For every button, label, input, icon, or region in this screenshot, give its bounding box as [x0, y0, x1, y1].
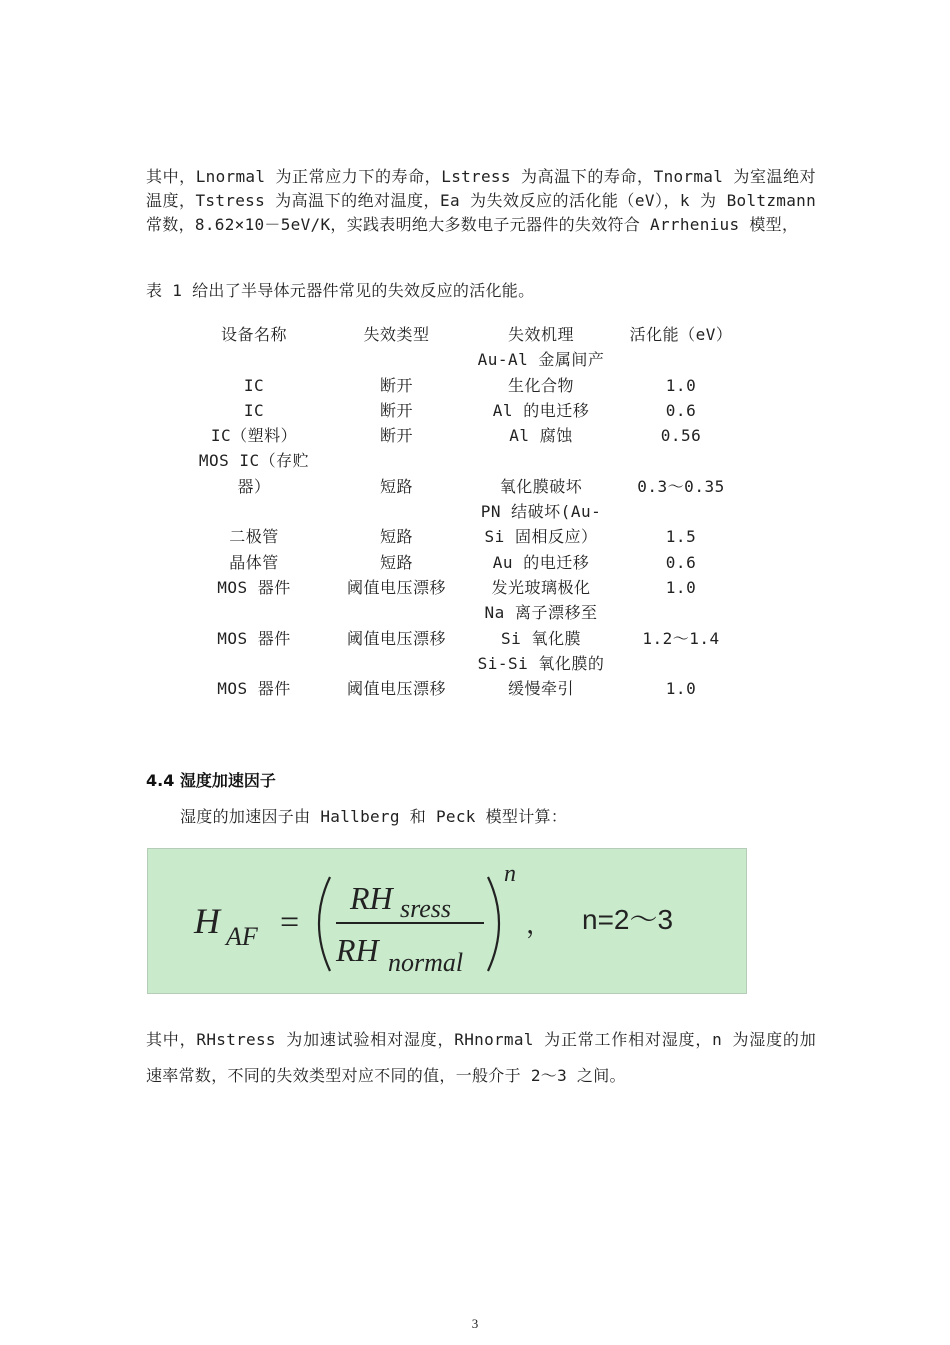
formula-lhs-subscript: AF	[226, 922, 258, 951]
cell-mechanism: 发光玻璃极化	[491, 577, 591, 597]
table-row	[190, 499, 755, 550]
left-paren-icon	[319, 877, 330, 971]
formula-equals: =	[280, 904, 300, 941]
cell-energy: 1.0	[665, 577, 697, 597]
cell-mechanism: Si-Si 氧化膜的缓慢牵引	[477, 653, 605, 699]
humidity-explain-paragraph: 其中，RHstress 为加速试验相对湿度，RHnormal 为正常工作相对湿度，n 为湿度的加速率常数，不同的失效类型对应不同的值，一般介于 2～3 之间。	[146, 1030, 816, 1085]
table-row	[190, 550, 755, 575]
cell-failure-type: 短路	[379, 476, 413, 496]
cell-device: MOS IC（存贮器）	[198, 451, 310, 496]
table-row	[190, 423, 755, 448]
formula-numerator-subscript: sress	[400, 894, 452, 923]
cell-device: MOS 器件	[217, 577, 291, 597]
formula-numerator-symbol: RH	[350, 880, 393, 916]
humidity-formula-image	[147, 848, 747, 994]
cell-energy: 0.56	[660, 426, 702, 446]
cell-mechanism: 氧化膜破坏	[499, 476, 583, 496]
cell-energy: 1.2～1.4	[642, 628, 720, 648]
cell-device: 晶体管	[229, 552, 279, 572]
header-failure-type: 失效类型	[363, 325, 430, 344]
formula-separator: ，	[526, 909, 553, 939]
cell-mechanism: PN 结破坏(Au-Si 固相反应）	[480, 502, 602, 547]
table-row	[190, 651, 755, 702]
cell-device: MOS 器件	[217, 628, 291, 648]
cell-mechanism: Al 腐蚀	[509, 426, 573, 446]
formula-condition: n=2～3	[582, 904, 674, 935]
humidity-intro-paragraph: 湿度的加速因子由 Hallberg 和 Peck 模型计算：	[180, 807, 568, 826]
cell-failure-type: 阈值电压漂移	[346, 577, 446, 597]
formula-denominator-symbol: RH	[336, 932, 379, 968]
table-row	[190, 398, 755, 423]
table-row	[190, 347, 755, 398]
table-caption: 表 1 给出了半导体元器件常见的失效反应的活化能。	[146, 281, 535, 300]
table-row	[190, 575, 755, 600]
right-paren-icon	[488, 877, 499, 971]
header-device-name: 设备名称	[220, 325, 287, 344]
cell-energy: 1.5	[665, 527, 697, 547]
section-heading: 4.4 湿度加速因子	[146, 771, 276, 790]
cell-energy: 0.6	[665, 552, 697, 572]
cell-device: IC（塑料）	[210, 426, 298, 446]
cell-failure-type: 断开	[379, 375, 413, 395]
cell-failure-type: 短路	[379, 552, 413, 572]
formula-graphic	[148, 849, 746, 993]
cell-mechanism: Au-Al 金属间产生化合物	[477, 350, 605, 395]
cell-energy: 1.0	[665, 679, 697, 699]
cell-energy: 0.3～0.35	[637, 476, 725, 496]
cell-mechanism: Al 的电迁移	[492, 400, 590, 420]
page-number: 3	[471, 1316, 479, 1331]
activation-energy-table	[190, 322, 755, 701]
cell-device: 二极管	[229, 527, 279, 547]
cell-failure-type: 断开	[379, 426, 413, 446]
formula-exponent: n	[504, 861, 516, 887]
table-row	[190, 448, 755, 499]
cell-failure-type: 阈值电压漂移	[346, 628, 446, 648]
intro-paragraph: 其中，Lnormal 为正常应力下的寿命，Lstress 为高温下的寿命，Tnormal 为室温绝对温度，Tstress 为高温下的绝对温度，Ea 为失效反应的活化能（eV），k 为 Boltzmann 常数，8.62×10－5eV/K，实践表明绝大多数电子元器件的失效符合 Arrhenius 模型，	[146, 167, 816, 234]
cell-failure-type: 阈值电压漂移	[346, 679, 446, 699]
cell-energy: 1.0	[665, 375, 697, 395]
header-activation-energy: 活化能（eV）	[629, 325, 733, 344]
formula-lhs-symbol: H	[194, 901, 220, 941]
cell-energy: 0.6	[665, 400, 697, 420]
table-row	[190, 600, 755, 651]
cell-device: IC	[243, 375, 265, 395]
cell-failure-type: 短路	[379, 527, 413, 547]
cell-mechanism: Au 的电迁移	[492, 552, 590, 572]
table-header-row	[190, 322, 755, 347]
header-failure-mechanism: 失效机理	[507, 325, 574, 344]
cell-device: IC	[243, 400, 265, 420]
cell-mechanism: Na 离子漂移至Si 氧化膜	[484, 603, 598, 648]
cell-failure-type: 断开	[379, 400, 413, 420]
formula-denominator-subscript: normal	[388, 948, 464, 977]
cell-device: MOS 器件	[217, 679, 291, 699]
